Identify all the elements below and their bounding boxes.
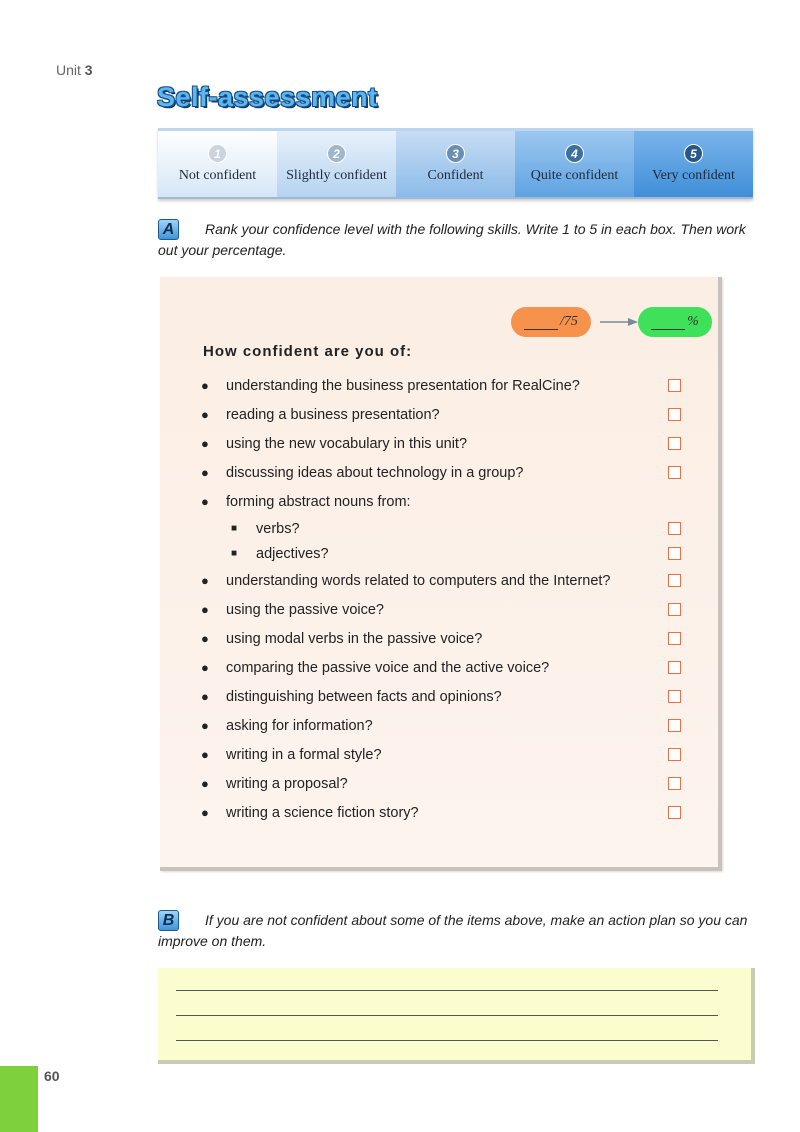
item-text: writing a science fiction story?: [226, 804, 419, 821]
bullet-icon: ●: [201, 465, 209, 480]
item-text: verbs?: [256, 520, 300, 537]
checkbox[interactable]: [668, 574, 681, 587]
square-bullet-icon: ■: [231, 548, 238, 559]
number-2-icon: 2: [327, 144, 346, 163]
writing-line[interactable]: [176, 990, 718, 991]
list-item: [201, 566, 711, 595]
scale-level-3: [396, 131, 515, 197]
scale-label: Not confident: [178, 168, 257, 183]
bullet-icon: ●: [201, 689, 209, 704]
list-item: [201, 711, 711, 740]
page-tab: [0, 1066, 38, 1132]
item-text: forming abstract nouns from:: [226, 493, 411, 510]
bullet-icon: ●: [201, 660, 209, 675]
item-text: comparing the passive voice and the active voice?: [226, 659, 550, 676]
page-number: 60: [44, 1068, 60, 1084]
list-item: [201, 458, 711, 487]
percentage-blank[interactable]: [651, 315, 685, 330]
skills-list: [201, 371, 711, 827]
checkbox[interactable]: [668, 522, 681, 535]
unit-number: 3: [84, 62, 93, 78]
section-a-badge: A: [158, 219, 179, 240]
checkbox[interactable]: [668, 408, 681, 421]
list-item: [201, 682, 711, 711]
item-text: adjectives?: [256, 545, 329, 562]
scale-level-2: [277, 131, 396, 197]
list-item: [201, 400, 711, 429]
item-text: understanding the business presentation for RealCine?: [226, 377, 580, 394]
scale-label: Very confident: [652, 168, 735, 183]
score-field[interactable]: [511, 307, 591, 337]
bullet-icon: ●: [201, 776, 209, 791]
instruction-a-text: Rank your confidence level with the following skills. Write 1 to 5 in each box. Then work out your percentage.: [158, 221, 746, 258]
item-text: writing a proposal?: [226, 775, 348, 792]
bullet-icon: ●: [201, 805, 209, 820]
checkbox[interactable]: [668, 603, 681, 616]
number-4-icon: 4: [565, 144, 584, 163]
section-b-badge: B: [158, 910, 179, 931]
checkbox[interactable]: [668, 806, 681, 819]
score-blank[interactable]: [524, 315, 558, 330]
number-1-icon: 1: [208, 144, 227, 163]
item-text: using the new vocabulary in this unit?: [226, 435, 468, 452]
item-text: distinguishing between facts and opinions?: [226, 688, 502, 705]
checkbox[interactable]: [668, 379, 681, 392]
bullet-icon: ●: [201, 573, 209, 588]
checkbox[interactable]: [668, 632, 681, 645]
list-item: [201, 487, 711, 516]
bullet-icon: ●: [201, 747, 209, 762]
bullet-icon: ●: [201, 718, 209, 733]
bullet-icon: ●: [201, 494, 209, 509]
unit-text: Unit: [56, 62, 81, 78]
list-item: [201, 769, 711, 798]
arrow-right-icon: [600, 317, 638, 327]
scale-label: Quite confident: [530, 168, 619, 183]
item-text: reading a business presentation?: [226, 406, 440, 423]
writing-line[interactable]: [176, 1040, 718, 1041]
scale-label: Confident: [427, 168, 484, 183]
list-subitem: [201, 541, 711, 566]
list-item: [201, 740, 711, 769]
item-text: understanding words related to computers and the Internet?: [226, 572, 611, 589]
square-bullet-icon: ■: [231, 523, 238, 534]
unit-label: [56, 62, 93, 78]
bullet-icon: ●: [201, 407, 209, 422]
item-text: writing in a formal style?: [226, 746, 382, 763]
scale-level-1: [158, 131, 277, 197]
list-item: [201, 371, 711, 400]
score-total: /75: [560, 314, 578, 329]
scale-label: Slightly confident: [286, 168, 387, 183]
list-item: [201, 653, 711, 682]
percentage-field[interactable]: [638, 307, 712, 337]
checkbox[interactable]: [668, 777, 681, 790]
instruction-a: [158, 219, 748, 260]
checkbox[interactable]: [668, 547, 681, 560]
bullet-icon: ●: [201, 378, 209, 393]
checkbox[interactable]: [668, 690, 681, 703]
item-text: using modal verbs in the passive voice?: [226, 630, 483, 647]
page-title: Self-assessment: [157, 82, 378, 112]
bullet-icon: ●: [201, 631, 209, 646]
confidence-scale: [158, 128, 753, 199]
instruction-b: [158, 910, 748, 951]
number-3-icon: 3: [446, 144, 465, 163]
writing-line[interactable]: [176, 1015, 718, 1016]
list-item: [201, 595, 711, 624]
list-item: [201, 624, 711, 653]
action-plan-panel: [158, 968, 755, 1064]
item-text: asking for information?: [226, 717, 373, 734]
bullet-icon: ●: [201, 436, 209, 451]
checkbox[interactable]: [668, 661, 681, 674]
list-item: [201, 429, 711, 458]
item-text: using the passive voice?: [226, 601, 384, 618]
checkbox[interactable]: [668, 748, 681, 761]
question-heading: How confident are you of:: [203, 343, 413, 360]
percent-sign: %: [687, 314, 699, 329]
bullet-icon: ●: [201, 602, 209, 617]
checkbox[interactable]: [668, 466, 681, 479]
scale-level-4: [515, 131, 634, 197]
list-item: [201, 798, 711, 827]
checkbox[interactable]: [668, 437, 681, 450]
instruction-b-text: If you are not confident about some of the items above, make an action plan so you can improve on them.: [158, 912, 748, 949]
list-subitem: [201, 516, 711, 541]
number-5-icon: 5: [684, 144, 703, 163]
self-assessment-panel: [160, 277, 722, 871]
checkbox[interactable]: [668, 719, 681, 732]
item-text: discussing ideas about technology in a group?: [226, 464, 524, 481]
scale-level-5: [634, 131, 753, 197]
